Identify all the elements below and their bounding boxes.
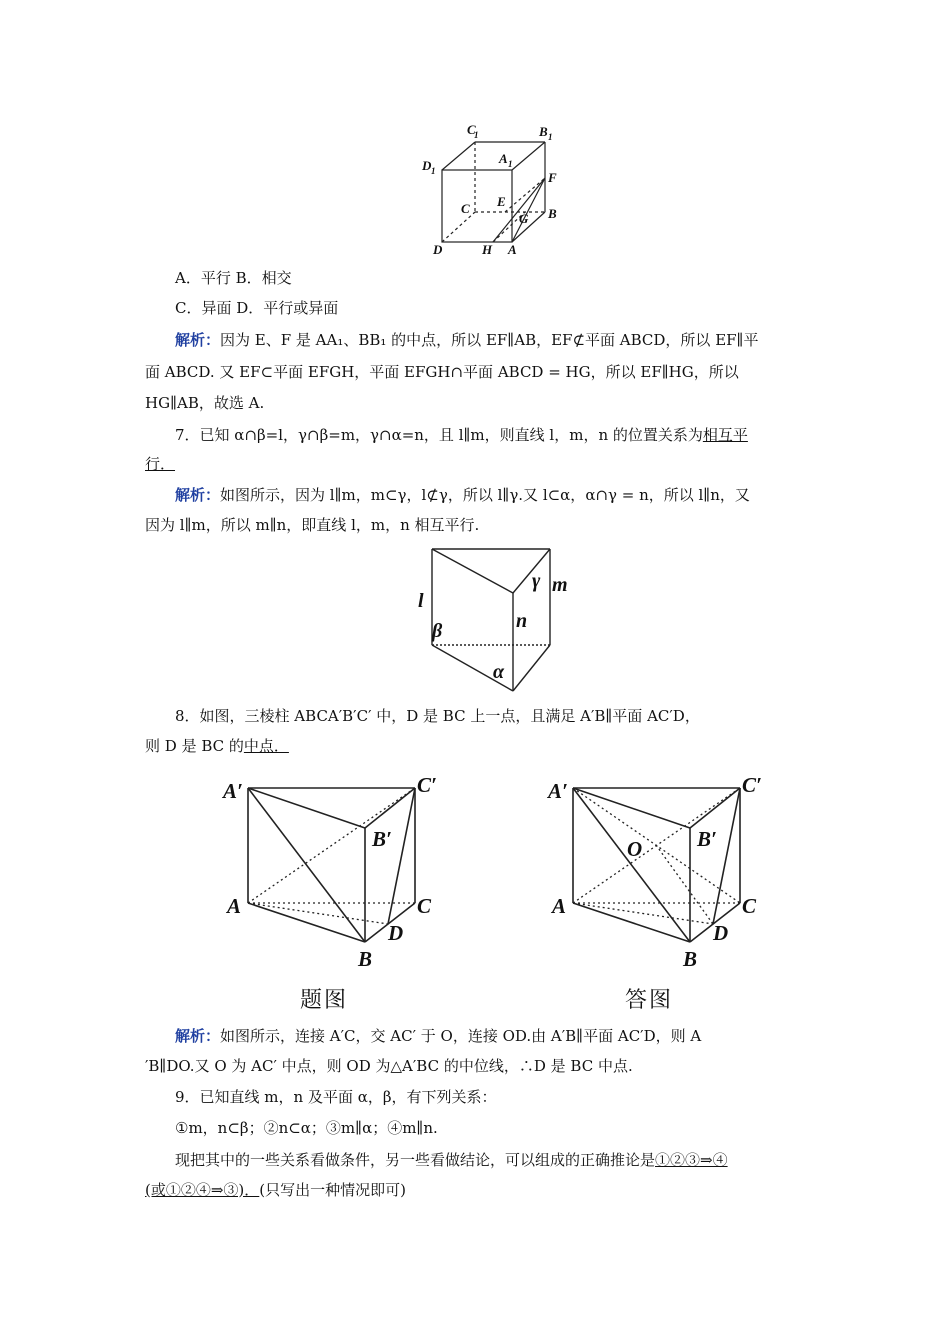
q9-relations: ①m，n⊂β；②n⊂α；③m∥α；④m∥n. bbox=[175, 1119, 438, 1137]
cube-label-a1: A bbox=[499, 151, 508, 166]
q8-jiexi-line1: 解析：如图所示，连接 A′C，交 AC′ 于 O，连接 OD.由 A′B∥平面 AC′D，则 A bbox=[175, 1027, 702, 1045]
q8r-label-a1: A′ bbox=[548, 779, 568, 803]
q9-answer: ①②③⇒④ bbox=[655, 1151, 728, 1169]
q6-jiexi-line1: 解析：因为 E、F 是 AA₁、BB₁ 的中点，所以 EF∥AB，EF⊄平面 ABCD，所以 EF∥平 bbox=[175, 331, 759, 349]
q8-answer: 中点． bbox=[243, 737, 289, 755]
q8-stem-line1: 8．如图，三棱柱 ABCA′B′C′ 中，D 是 BC 上一点，且满足 A′B∥平面 AC′D， bbox=[175, 707, 700, 725]
prism-figure bbox=[410, 545, 580, 695]
q8-figure-left bbox=[220, 770, 450, 970]
prism-label-gamma: γ bbox=[532, 570, 541, 592]
q8l-label-d: D bbox=[388, 921, 404, 945]
cube-label-h: H bbox=[482, 242, 493, 257]
q8l-label-a: A bbox=[227, 894, 242, 918]
q8r-label-b1: B′ bbox=[697, 827, 717, 851]
q7-jiexi-line1: 解析：如图所示，因为 l∥m，m⊂γ，l⊄γ，所以 l∥γ.又 l⊂α，α∩γ = n，所以 l∥n，又 bbox=[175, 486, 750, 504]
q9-conclusion-line2: (或①②④⇒③)．(只写出一种情况即可) bbox=[145, 1181, 406, 1199]
q7-jiexi-tag: 解析： bbox=[175, 486, 221, 504]
q8-stem-line2: 则 D 是 BC 的中点． bbox=[145, 737, 289, 755]
q9-conclusion-line1: 现把其中的一些关系看做条件，另一些看做结论，可以组成的正确推论是①②③⇒④ bbox=[175, 1151, 728, 1169]
svg-text:1: 1 bbox=[431, 166, 436, 176]
q7-jiexi-line2: 因为 l∥m，所以 m∥n，即直线 l，m，n 相互平行. bbox=[145, 516, 480, 534]
q9-note: (只写出一种情况即可) bbox=[259, 1181, 406, 1199]
q8r-label-a: A bbox=[552, 894, 567, 918]
q6-jiexi-line3: HG∥AB，故选 A. bbox=[145, 394, 265, 412]
q8r-label-c1: C′ bbox=[742, 773, 762, 797]
q7-answer: 相互平 bbox=[702, 426, 748, 444]
q8r-label-b: B bbox=[683, 947, 698, 970]
q8r-label-c: C bbox=[742, 894, 757, 918]
cube-label-c: C bbox=[461, 201, 470, 216]
q6-options-ab: A．平行 B．相交 bbox=[175, 269, 292, 287]
cube-label-g: G bbox=[519, 211, 529, 226]
q8r-label-d: D bbox=[713, 921, 729, 945]
q8-caption-right: 答图 bbox=[625, 988, 674, 1013]
q8l-label-a1: A′ bbox=[223, 779, 243, 803]
q7-stem-line2: 行． bbox=[145, 455, 176, 473]
q6-options-cd: C．异面 D．平行或异面 bbox=[175, 299, 339, 317]
cube-label-a: A bbox=[508, 242, 517, 257]
cube-label-e: E bbox=[497, 194, 506, 209]
prism-label-n: n bbox=[516, 610, 528, 632]
svg-text:1: 1 bbox=[508, 159, 513, 169]
q8l-label-c: C bbox=[417, 894, 432, 918]
q8l-label-b1: B′ bbox=[372, 827, 392, 851]
cube-label-b: B bbox=[548, 206, 557, 221]
q8-jiexi-line2: ′B∥DO.又 O 为 AC′ 中点，则 OD 为△A′BC 的中位线，∴D 是 BC 中点. bbox=[145, 1057, 633, 1075]
prism-label-l: l bbox=[418, 590, 424, 612]
cube-figure bbox=[415, 120, 565, 260]
q6-jiexi-tag: 解析： bbox=[175, 331, 221, 349]
q7-stem-line1: 7．已知 α∩β=l，γ∩β=m，γ∩α=n，且 l∥m，则直线 l，m，n 的位置关系为相互平 bbox=[175, 426, 748, 444]
prism-label-m: m bbox=[552, 574, 568, 596]
q8-figure-right bbox=[545, 770, 775, 970]
cube-label-f: F bbox=[548, 170, 557, 185]
svg-text:1: 1 bbox=[474, 130, 479, 140]
cube-label-b1: B bbox=[539, 124, 548, 139]
q8l-label-b: B bbox=[358, 947, 373, 970]
q8l-label-c1: C′ bbox=[417, 773, 437, 797]
q8r-label-o: O bbox=[627, 837, 643, 861]
cube-label-c1: C bbox=[467, 122, 476, 137]
prism-label-alpha: α bbox=[493, 661, 505, 683]
svg-text:1: 1 bbox=[548, 132, 553, 142]
q9-stem: 9．已知直线 m，n 及平面 α，β，有下列关系： bbox=[175, 1088, 497, 1106]
q8-jiexi-tag: 解析： bbox=[175, 1027, 221, 1045]
q6-jiexi-line2: 面 ABCD. 又 EF⊂平面 EFGH，平面 EFGH∩平面 ABCD = HG，所以 EF∥HG，所以 bbox=[145, 363, 739, 381]
cube-label-d: D bbox=[433, 242, 443, 257]
cube-label-d1: D bbox=[422, 158, 432, 173]
q8-caption-left: 题图 bbox=[300, 988, 349, 1013]
prism-label-beta: β bbox=[432, 620, 443, 642]
